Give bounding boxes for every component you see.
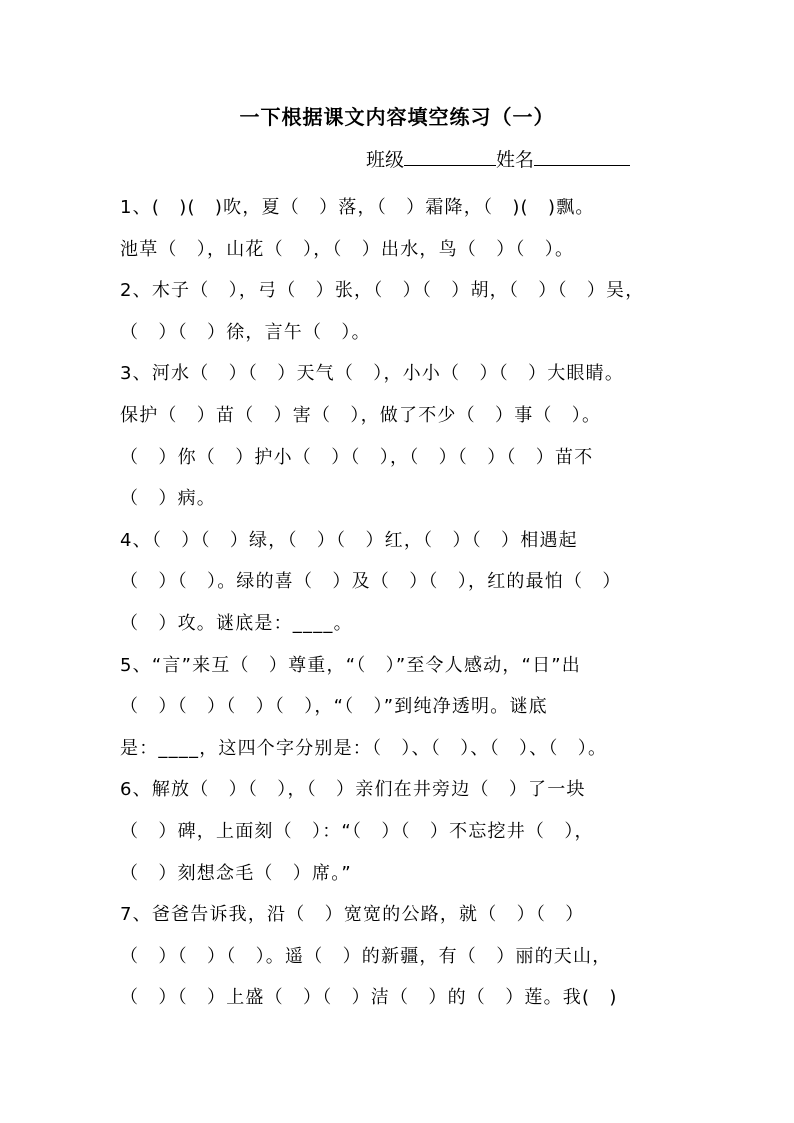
exercise-line: （ ）（ ）（ ）。遥（ ）的新疆，有（ ）丽的天山， (120, 945, 612, 967)
exercise-line: 1、( )( )吹，夏（ ）落，（ ）霜降，（ )( )飘。 (120, 197, 595, 218)
exercise-line: （ ）（ ）（ ）（ ），“（ ）”到纯净透明。谜底 (120, 696, 548, 718)
exercise-line: （ ）刻想念毛（ ）席。” (120, 862, 352, 884)
exercise-line: 7、爸爸告诉我，沿（ ）宽宽的公路，就（ ）（ ） (120, 904, 585, 926)
exercise-line: （ ）病。 (120, 488, 216, 510)
exercise-line: （ ）（ ）徐，言午（ ）。 (120, 321, 371, 343)
name-blank (534, 145, 630, 166)
student-info (366, 145, 630, 174)
class-blank (404, 145, 496, 166)
exercise-line: 是：____，这四个字分别是：（ ）、（ ）、（ ）、（ ）。 (120, 737, 608, 759)
exercise-line: （ ）（ ）。绿的喜（ ）及（ ）（ ），红的最怕（ ） (120, 571, 622, 593)
exercise-line: 2、木子（ ），弓（ ）张，（ ）（ ）胡，（ ）（ ）吴， (120, 280, 645, 302)
name-label: 姓名 (496, 149, 535, 171)
exercise-line: 5、“言”来互（ ）尊重，“（ ）”至令人感动，“日”出 (120, 654, 582, 676)
exercise-line: 3、河水（ ）（ ）天气（ ），小小（ ）（ ）大眼睛。 (120, 363, 625, 385)
exercise-line: （ ）碑，上面刻（ ）：“（ ）（ ）不忘挖井（ ）， (120, 820, 594, 842)
exercise-line: （ ）（ ）上盛（ ）（ ）洁（ ）的（ ）莲。我( ) (120, 987, 618, 1009)
exercise-line: 池草（ ），山花（ ），（ ）出水，鸟（ ）（ ）。 (120, 238, 575, 260)
exercise-line: （ ）你（ ）护小（ ）（ ），（ ）（ ）（ ）苗不 (120, 446, 594, 468)
page-title: 一下根据课文内容填空练习（一） (239, 105, 555, 129)
exercise-line: （ ）攻。谜底是：____。 (120, 612, 353, 634)
class-label: 班级 (366, 149, 405, 171)
exercise-line: 4、（ ）（ ）绿，（ ）（ ）红，（ ）（ ）相遇起 (120, 529, 578, 551)
exercise-lines (120, 187, 690, 1019)
exercise-line: 6、解放（ ）（ ），（ ）亲们在井旁边（ ）了一块 (120, 779, 586, 801)
exercise-line: 保护（ ）苗（ ）害（ ），做了不少（ ）事（ ）。 (120, 404, 602, 426)
